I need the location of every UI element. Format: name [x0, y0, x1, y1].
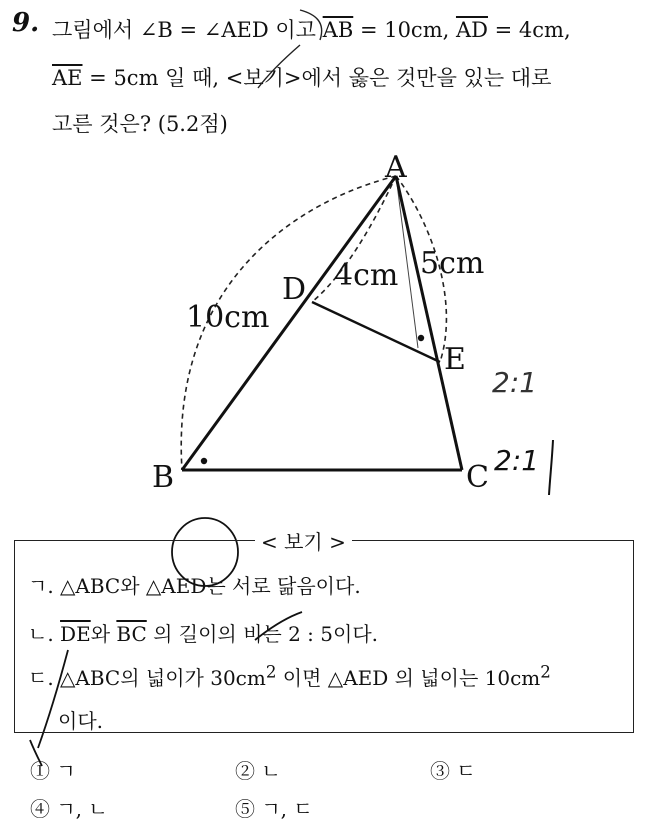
choice-number: ③ [430, 759, 450, 783]
segment-ad: $\overline{AD}$ [455, 18, 488, 42]
choice-3[interactable] [430, 755, 476, 784]
choice-2[interactable] [235, 755, 281, 784]
item-text: 이면 △AED 의 넓이는 10cm [276, 666, 541, 690]
choice-number: ⑤ [235, 797, 255, 821]
question-text: = 5cm 일 때, <보기>에서 옳은 것만을 있는 대로 [82, 66, 552, 90]
measure-ae: 5cm [420, 246, 485, 281]
label-d: D [282, 272, 307, 307]
question-number: 9. [12, 8, 40, 38]
item-text: 의 길이의 비는 2 : 5이다. [146, 622, 378, 646]
choice-text: ㄴ [261, 759, 281, 783]
question-text: 그림에서 ∠B = ∠AED 이고 [52, 18, 323, 42]
label-e: E [444, 342, 466, 377]
item-text: ㄷ. △ABC의 넓이가 30cm [28, 666, 266, 690]
handwritten-ratio-1: 2:1 [492, 366, 538, 399]
segment-de [312, 302, 440, 362]
handwritten-ratio-2: 2:1 [494, 444, 540, 477]
angle-mark-e [418, 335, 424, 341]
question-text: = 10cm, [353, 18, 456, 42]
choice-text: ㄷ [456, 759, 476, 783]
segment-de-text: $\overline{DE}$ [60, 622, 91, 646]
choice-4[interactable] [30, 793, 108, 822]
example-item-3 [28, 662, 551, 691]
angle-mark-b [201, 458, 207, 464]
segment-ab: $\overline{AB}$ [322, 18, 354, 42]
item-text: ㄴ. [28, 622, 61, 646]
choice-number: ① [30, 759, 50, 783]
choice-number: ④ [30, 797, 50, 821]
choice-1[interactable] [30, 755, 76, 784]
pen-stroke-1 [258, 10, 322, 88]
measure-ab: 10cm [186, 300, 270, 335]
question-text: = 4cm, [487, 18, 571, 42]
measure-ad: 4cm [334, 258, 399, 293]
item-text: 와 [90, 622, 117, 646]
label-a: A [385, 150, 407, 185]
example-item-2 [28, 618, 378, 647]
superscript: 2 [540, 662, 551, 682]
choice-text: ㄱ [56, 759, 76, 783]
choice-text: ㄱ, ㄷ [261, 797, 313, 821]
label-c: C [466, 460, 489, 495]
superscript: 2 [265, 662, 277, 682]
choice-5[interactable] [235, 793, 313, 822]
example-box-title: < 보기 > [255, 526, 352, 555]
example-item-3-continued: 이다. [58, 709, 103, 733]
pen-one [549, 440, 553, 495]
example-item-1: ㄱ. △ABC와 △AED는 서로 닮음이다. [28, 574, 361, 598]
choice-text: ㄱ, ㄴ [56, 797, 108, 821]
label-b: B [152, 460, 175, 495]
question-line-3: 고른 것은? (5.2점) [52, 112, 228, 136]
choice-number: ② [235, 759, 255, 783]
segment-ae: $\overline{AE}$ [52, 66, 83, 90]
segment-bc-text: $\overline{BC}$ [116, 622, 147, 646]
side-ac [396, 176, 462, 470]
